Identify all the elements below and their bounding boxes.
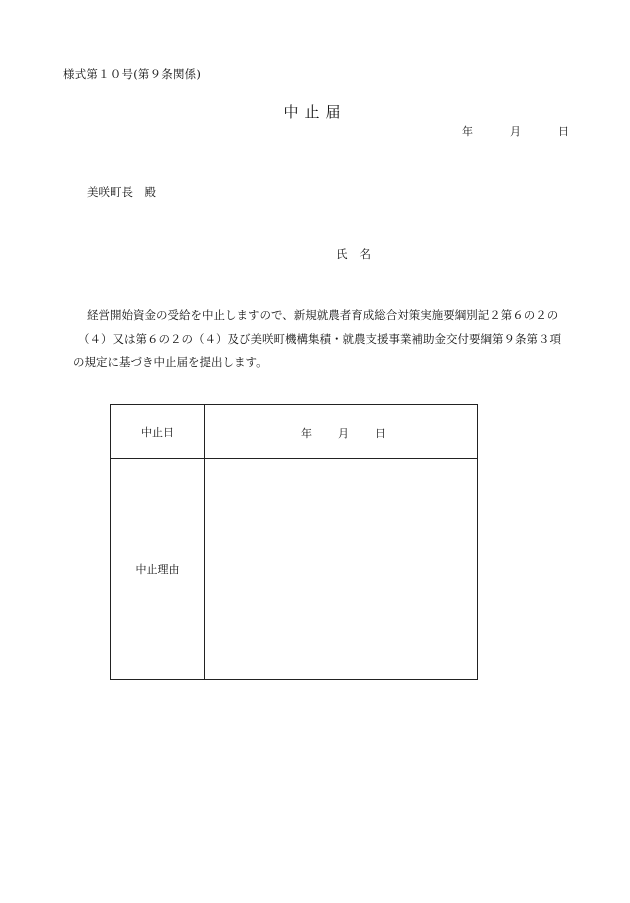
- cancellation-form-table: [110, 404, 478, 680]
- document-title: 中止届: [283, 103, 347, 121]
- cancel-date-day-label: 日: [375, 426, 386, 440]
- body-line-3: の規定に基づき中止届を提出します。: [73, 355, 268, 369]
- table-row-cancel-reason: [111, 459, 478, 680]
- applicant-name-label: 氏名: [336, 247, 383, 261]
- body-line-1: 経営開始資金の受給を中止しますので、新規就農者育成総合対策実施要綱別記２第６の２の: [87, 308, 559, 322]
- cancel-date-label: 中止日: [111, 405, 205, 459]
- date-month-label: 月: [510, 125, 521, 138]
- table-row-cancel-date: [111, 405, 478, 459]
- body-line-2: （４）又は第６の２の（４）及び美咲町機構集積・就農支援事業補助金交付要綱第９条第３項: [78, 331, 561, 346]
- cancel-date-field[interactable]: [205, 405, 478, 459]
- form-number: 様式第１０号(第９条関係): [63, 67, 202, 81]
- body-text: [73, 304, 581, 375]
- cancel-date-month-label: 月: [338, 426, 349, 440]
- cancel-date-year-label: 年: [301, 426, 312, 440]
- cancel-date-value: [205, 425, 477, 439]
- addressee: 美咲町長 殿: [87, 185, 156, 199]
- cancel-reason-field[interactable]: [205, 459, 478, 680]
- date-year-label: 年: [462, 125, 473, 138]
- cancel-reason-label: 中止理由: [111, 459, 205, 680]
- date-day-label: 日: [558, 125, 569, 138]
